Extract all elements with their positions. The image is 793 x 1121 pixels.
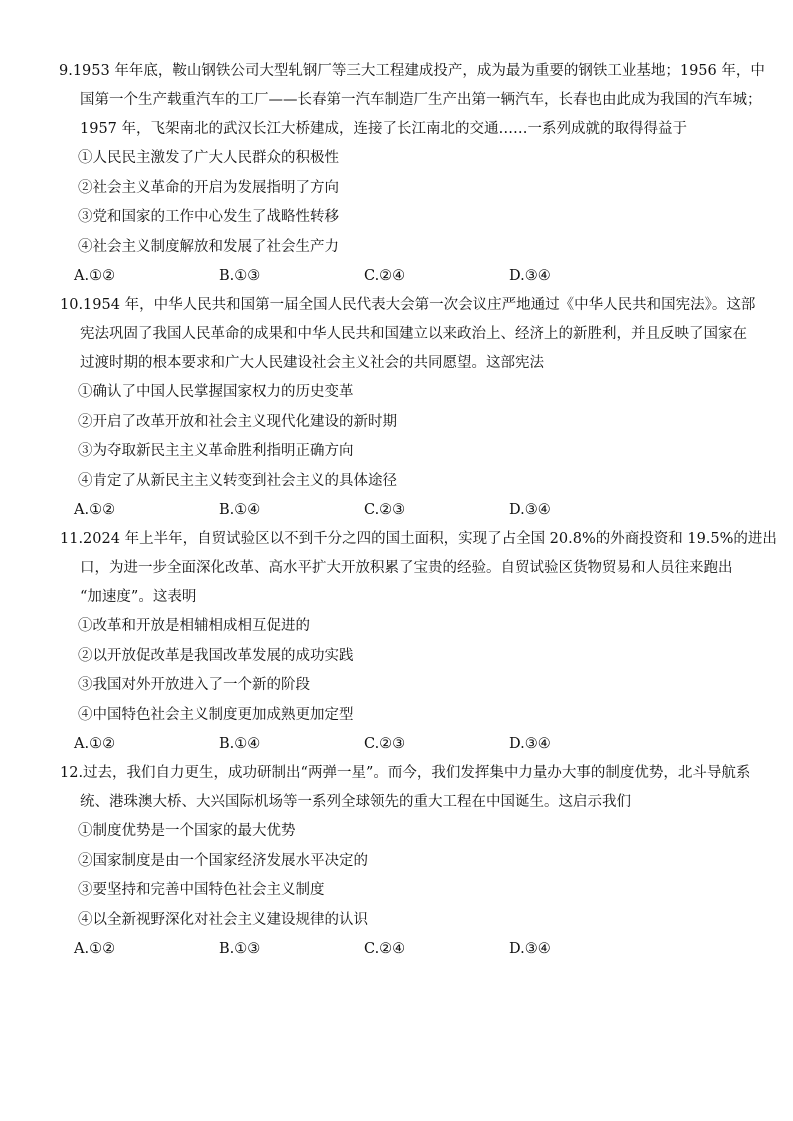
stem-line: 9.1953 年年底，鞍山钢铁公司大型轧钢厂等三大工程建成投产，成为最为重要的钢铁工业基地；1956 年，中	[59, 63, 765, 79]
option-b[interactable]: B.①④	[219, 502, 261, 518]
option-a[interactable]: A.①②	[74, 941, 116, 957]
answer-options	[60, 935, 753, 964]
option-b[interactable]: B.①③	[219, 268, 261, 284]
option-a[interactable]: A.①②	[74, 736, 116, 752]
option-d[interactable]: D.③④	[509, 736, 551, 752]
question-10	[60, 291, 756, 525]
stem-line: 过渡时期的根本要求和广大人民建设社会主义社会的共同愿望。这部宪法	[80, 355, 544, 371]
stem-line: 12.过去，我们自力更生，成功研制出“两弹一星”。而今，我们发挥集中力量办大事的制度优势，北斗导航系	[60, 765, 751, 781]
statement-1: ①改革和开放是相辅相成相互促进的	[78, 618, 310, 634]
statement-1: ①确认了中国人民掌握国家权力的历史变革	[78, 384, 354, 400]
answer-options	[60, 262, 753, 291]
stem-line: 1957 年，飞架南北的武汉长江大桥建成，连接了长江南北的交通……一系列成就的取得得益于	[80, 121, 688, 137]
question-12	[60, 759, 753, 964]
question-stem	[59, 57, 765, 144]
stem-line: 宪法巩固了我国人民革命的成果和中华人民共和国建立以来政治上、经济上的新胜利，并且反映了国家在	[80, 326, 747, 342]
statement-2: ②以开放促改革是我国改革发展的成功实践	[78, 647, 354, 664]
question-stem	[60, 759, 753, 817]
statement-3: ③为夺取新民主主义革命胜利指明正确方向	[78, 443, 354, 459]
stem-line: “加速度”。这表明	[80, 589, 197, 605]
statement-3: ③要坚持和完善中国特色社会主义制度	[78, 882, 325, 898]
statement-list	[60, 144, 753, 262]
stem-line: 口，为进一步全面深化改革、高水平扩大开放积累了宝贵的经验。自贸试验区货物贸易和人员往来跑出	[80, 560, 733, 576]
statement-2: ②社会主义革命的开启为发展指明了方向	[78, 179, 339, 196]
option-c[interactable]: C.②④	[364, 941, 406, 957]
statement-2: ②开启了改革开放和社会主义现代化建设的新时期	[78, 413, 397, 430]
option-a[interactable]: A.①②	[74, 268, 116, 284]
statement-3: ③党和国家的工作中心发生了战略性转移	[78, 209, 339, 225]
statement-1: ①制度优势是一个国家的最大优势	[78, 823, 296, 839]
option-c[interactable]: C.②③	[364, 502, 406, 518]
question-stem	[60, 525, 777, 612]
answer-options	[60, 730, 753, 759]
stem-line: 10.1954 年，中华人民共和国第一届全国人民代表大会第一次会议庄严地通过《中华人民共和国宪法》。这部	[60, 297, 756, 313]
answer-options	[60, 496, 753, 525]
option-d[interactable]: D.③④	[509, 268, 551, 284]
question-stem	[60, 291, 756, 378]
option-c[interactable]: C.②④	[364, 268, 406, 284]
stem-line: 11.2024 年上半年，自贸试验区以不到千分之四的国土面积，实现了占全国 20.8%的外商投资和 19.5%的进出	[60, 531, 777, 547]
option-a[interactable]: A.①②	[74, 502, 116, 518]
statement-2: ②国家制度是由一个国家经济发展水平决定的	[78, 852, 368, 869]
option-b[interactable]: B.①③	[219, 941, 261, 957]
statement-4: ④社会主义制度解放和发展了社会生产力	[78, 238, 339, 255]
statement-3: ③我国对外开放进入了一个新的阶段	[78, 677, 310, 693]
stem-line: 国第一个生产载重汽车的工厂——长春第一汽车制造厂生产出第一辆汽车，长春也由此成为我国的汽车城；	[80, 92, 762, 108]
statement-4: ④肯定了从新民主主义转变到社会主义的具体途径	[78, 472, 397, 489]
stem-line: 统、港珠澳大桥、大兴国际机场等一系列全球领先的重大工程在中国诞生。这启示我们	[80, 794, 631, 810]
option-b[interactable]: B.①④	[219, 736, 261, 752]
option-d[interactable]: D.③④	[509, 941, 551, 957]
option-c[interactable]: C.②③	[364, 736, 406, 752]
statement-list	[60, 817, 753, 935]
option-d[interactable]: D.③④	[509, 502, 551, 518]
question-9	[59, 57, 765, 291]
statement-4: ④以全新视野深化对社会主义建设规律的认识	[78, 911, 368, 928]
question-11	[60, 525, 777, 759]
statement-list	[60, 378, 753, 496]
statement-4: ④中国特色社会主义制度更加成熟更加定型	[78, 706, 354, 723]
statement-list	[60, 612, 753, 730]
statement-1: ①人民民主激发了广大人民群众的积极性	[78, 150, 339, 166]
